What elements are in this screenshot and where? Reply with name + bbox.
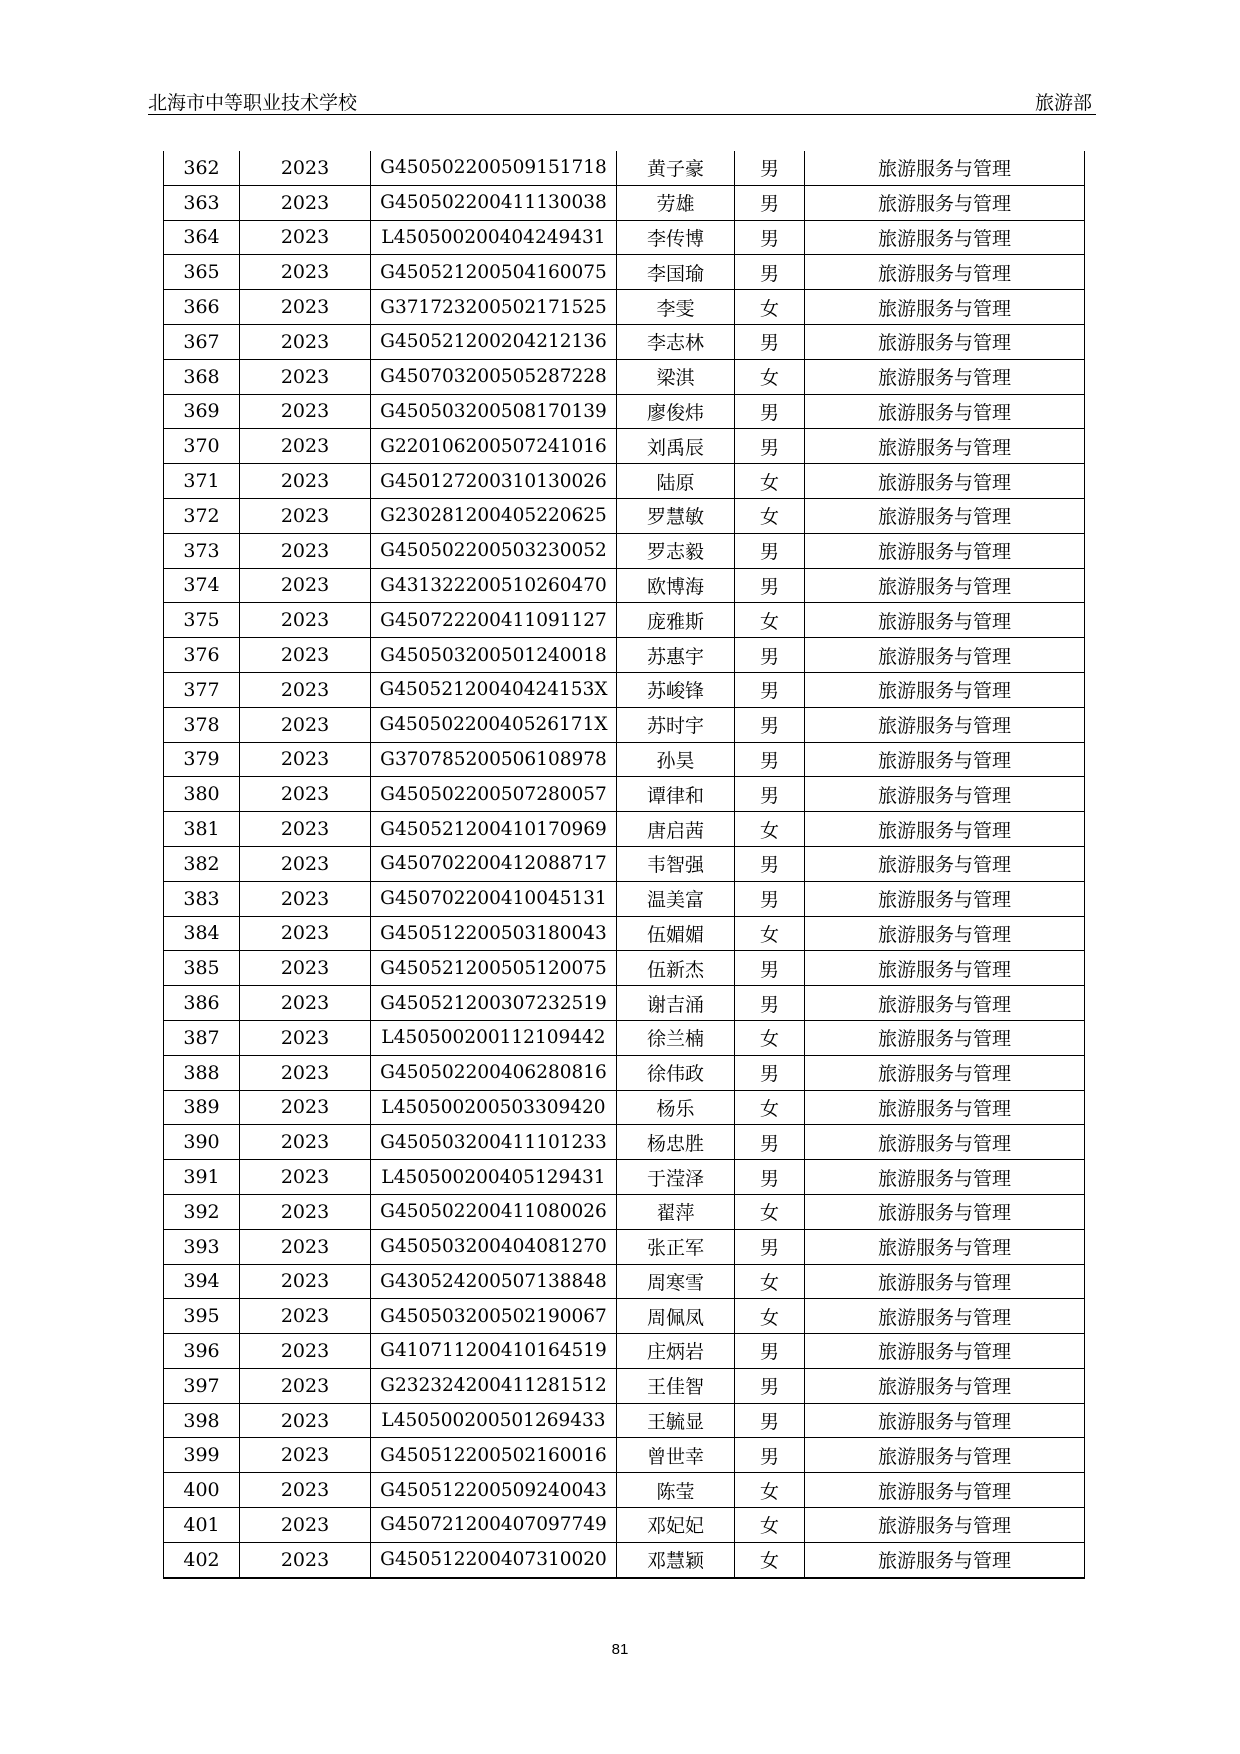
student-id: G232324200411281512 xyxy=(371,1368,617,1403)
enrollment-year: 2023 xyxy=(240,1264,371,1299)
table-row xyxy=(164,151,1085,185)
student-name: 苏峻锋 xyxy=(617,672,735,707)
student-major: 旅游服务与管理 xyxy=(805,1264,1085,1299)
table-row xyxy=(164,986,1085,1021)
student-major: 旅游服务与管理 xyxy=(805,290,1085,325)
student-gender: 男 xyxy=(735,1403,805,1438)
student-id: G230281200405220625 xyxy=(371,498,617,533)
row-number: 375 xyxy=(164,603,240,638)
student-major: 旅游服务与管理 xyxy=(805,1368,1085,1403)
student-id: G450502200503230052 xyxy=(371,533,617,568)
student-major: 旅游服务与管理 xyxy=(805,151,1085,185)
table-row xyxy=(164,1403,1085,1438)
enrollment-year: 2023 xyxy=(240,777,371,812)
student-major: 旅游服务与管理 xyxy=(805,951,1085,986)
student-id: G450521200504160075 xyxy=(371,255,617,290)
student-major: 旅游服务与管理 xyxy=(805,185,1085,220)
student-name: 庄炳岩 xyxy=(617,1334,735,1369)
student-gender: 女 xyxy=(735,290,805,325)
student-name: 欧博海 xyxy=(617,568,735,603)
student-id: G450702200412088717 xyxy=(371,846,617,881)
student-major: 旅游服务与管理 xyxy=(805,1020,1085,1055)
enrollment-year: 2023 xyxy=(240,603,371,638)
student-gender: 女 xyxy=(735,916,805,951)
student-gender: 男 xyxy=(735,707,805,742)
table-row xyxy=(164,1264,1085,1299)
student-name: 徐兰楠 xyxy=(617,1020,735,1055)
student-name: 翟萍 xyxy=(617,1194,735,1229)
table-row xyxy=(164,1299,1085,1334)
student-gender: 女 xyxy=(735,498,805,533)
table-row xyxy=(164,1542,1085,1577)
table-row xyxy=(164,1438,1085,1473)
row-number: 398 xyxy=(164,1403,240,1438)
row-number: 397 xyxy=(164,1368,240,1403)
row-number: 382 xyxy=(164,846,240,881)
table-row xyxy=(164,290,1085,325)
table-row xyxy=(164,812,1085,847)
student-gender: 男 xyxy=(735,568,805,603)
student-id: G450521200204212136 xyxy=(371,324,617,359)
row-number: 372 xyxy=(164,498,240,533)
student-id: G450503200501240018 xyxy=(371,638,617,673)
student-name: 罗慧敏 xyxy=(617,498,735,533)
student-major: 旅游服务与管理 xyxy=(805,394,1085,429)
row-number: 374 xyxy=(164,568,240,603)
table-row xyxy=(164,1194,1085,1229)
table-row xyxy=(164,846,1085,881)
student-major: 旅游服务与管理 xyxy=(805,1473,1085,1508)
student-gender: 男 xyxy=(735,1438,805,1473)
student-major: 旅游服务与管理 xyxy=(805,1299,1085,1334)
student-id: L450500200112109442 xyxy=(371,1020,617,1055)
row-number: 362 xyxy=(164,151,240,185)
student-gender: 男 xyxy=(735,1160,805,1195)
row-number: 391 xyxy=(164,1160,240,1195)
student-major: 旅游服务与管理 xyxy=(805,1194,1085,1229)
student-name: 唐启茜 xyxy=(617,812,735,847)
student-gender: 男 xyxy=(735,881,805,916)
student-name: 罗志毅 xyxy=(617,533,735,568)
table-row xyxy=(164,1229,1085,1264)
enrollment-year: 2023 xyxy=(240,672,371,707)
student-name: 苏时宇 xyxy=(617,707,735,742)
student-id: G450502200507280057 xyxy=(371,777,617,812)
row-number: 401 xyxy=(164,1508,240,1543)
row-number: 387 xyxy=(164,1020,240,1055)
student-id: G450503200404081270 xyxy=(371,1229,617,1264)
student-gender: 女 xyxy=(735,1299,805,1334)
enrollment-year: 2023 xyxy=(240,1438,371,1473)
row-number: 396 xyxy=(164,1334,240,1369)
enrollment-year: 2023 xyxy=(240,1368,371,1403)
student-major: 旅游服务与管理 xyxy=(805,1090,1085,1125)
student-id: G450721200407097749 xyxy=(371,1508,617,1543)
student-id: G450502200509151718 xyxy=(371,151,617,185)
enrollment-year: 2023 xyxy=(240,1090,371,1125)
student-gender: 女 xyxy=(735,1542,805,1577)
table-row xyxy=(164,672,1085,707)
student-gender: 男 xyxy=(735,742,805,777)
student-id: G450702200410045131 xyxy=(371,881,617,916)
student-gender: 男 xyxy=(735,255,805,290)
student-id: L450500200405129431 xyxy=(371,1160,617,1195)
student-name: 孙昊 xyxy=(617,742,735,777)
student-gender: 女 xyxy=(735,812,805,847)
row-number: 385 xyxy=(164,951,240,986)
table-row xyxy=(164,1473,1085,1508)
student-gender: 女 xyxy=(735,359,805,394)
student-gender: 女 xyxy=(735,1508,805,1543)
student-name: 伍新杰 xyxy=(617,951,735,986)
student-name: 王佳智 xyxy=(617,1368,735,1403)
student-major: 旅游服务与管理 xyxy=(805,777,1085,812)
row-number: 380 xyxy=(164,777,240,812)
student-gender: 女 xyxy=(735,1194,805,1229)
student-id: G450512200509240043 xyxy=(371,1473,617,1508)
table-row xyxy=(164,916,1085,951)
row-number: 366 xyxy=(164,290,240,325)
table-row xyxy=(164,638,1085,673)
row-number: 371 xyxy=(164,464,240,499)
enrollment-year: 2023 xyxy=(240,359,371,394)
enrollment-year: 2023 xyxy=(240,1020,371,1055)
row-number: 384 xyxy=(164,916,240,951)
enrollment-year: 2023 xyxy=(240,1334,371,1369)
enrollment-year: 2023 xyxy=(240,498,371,533)
student-major: 旅游服务与管理 xyxy=(805,568,1085,603)
row-number: 373 xyxy=(164,533,240,568)
table-row xyxy=(164,1020,1085,1055)
student-name: 邓慧颖 xyxy=(617,1542,735,1577)
student-name: 周寒雪 xyxy=(617,1264,735,1299)
roster-body xyxy=(164,151,1085,1578)
student-id: G431322200510260470 xyxy=(371,568,617,603)
table-row xyxy=(164,1125,1085,1160)
student-gender: 女 xyxy=(735,1473,805,1508)
student-major: 旅游服务与管理 xyxy=(805,1125,1085,1160)
table-row xyxy=(164,603,1085,638)
student-id: G410711200410164519 xyxy=(371,1334,617,1369)
table-row xyxy=(164,1055,1085,1090)
student-name: 梁淇 xyxy=(617,359,735,394)
student-major: 旅游服务与管理 xyxy=(805,220,1085,255)
student-gender: 男 xyxy=(735,429,805,464)
table-row xyxy=(164,1334,1085,1369)
student-major: 旅游服务与管理 xyxy=(805,1334,1085,1369)
header-divider xyxy=(148,114,1096,115)
student-name: 谭律和 xyxy=(617,777,735,812)
enrollment-year: 2023 xyxy=(240,429,371,464)
table-row xyxy=(164,777,1085,812)
row-number: 389 xyxy=(164,1090,240,1125)
student-major: 旅游服务与管理 xyxy=(805,324,1085,359)
student-name: 徐伟政 xyxy=(617,1055,735,1090)
enrollment-year: 2023 xyxy=(240,464,371,499)
student-name: 李雯 xyxy=(617,290,735,325)
student-name: 陆原 xyxy=(617,464,735,499)
student-name: 曾世幸 xyxy=(617,1438,735,1473)
student-id: G370785200506108978 xyxy=(371,742,617,777)
student-name: 苏惠宇 xyxy=(617,638,735,673)
enrollment-year: 2023 xyxy=(240,533,371,568)
table-row xyxy=(164,185,1085,220)
enrollment-year: 2023 xyxy=(240,846,371,881)
student-major: 旅游服务与管理 xyxy=(805,1542,1085,1577)
student-id: G450502200411130038 xyxy=(371,185,617,220)
table-row xyxy=(164,568,1085,603)
student-gender: 女 xyxy=(735,1020,805,1055)
student-name: 邓妃妃 xyxy=(617,1508,735,1543)
enrollment-year: 2023 xyxy=(240,185,371,220)
student-major: 旅游服务与管理 xyxy=(805,638,1085,673)
student-major: 旅游服务与管理 xyxy=(805,603,1085,638)
enrollment-year: 2023 xyxy=(240,742,371,777)
row-number: 386 xyxy=(164,986,240,1021)
enrollment-year: 2023 xyxy=(240,1542,371,1577)
row-number: 378 xyxy=(164,707,240,742)
student-gender: 男 xyxy=(735,986,805,1021)
table-row xyxy=(164,742,1085,777)
row-number: 383 xyxy=(164,881,240,916)
student-name: 韦智强 xyxy=(617,846,735,881)
enrollment-year: 2023 xyxy=(240,1125,371,1160)
student-gender: 女 xyxy=(735,603,805,638)
student-gender: 男 xyxy=(735,1055,805,1090)
table-row xyxy=(164,1160,1085,1195)
enrollment-year: 2023 xyxy=(240,1160,371,1195)
student-gender: 女 xyxy=(735,464,805,499)
student-name: 杨乐 xyxy=(617,1090,735,1125)
student-name: 李国瑜 xyxy=(617,255,735,290)
student-major: 旅游服务与管理 xyxy=(805,986,1085,1021)
student-major: 旅游服务与管理 xyxy=(805,1508,1085,1543)
row-number: 368 xyxy=(164,359,240,394)
enrollment-year: 2023 xyxy=(240,324,371,359)
enrollment-year: 2023 xyxy=(240,707,371,742)
student-name: 谢吉涌 xyxy=(617,986,735,1021)
table-row xyxy=(164,255,1085,290)
enrollment-year: 2023 xyxy=(240,1403,371,1438)
student-id: G450503200411101233 xyxy=(371,1125,617,1160)
enrollment-year: 2023 xyxy=(240,1508,371,1543)
table-row xyxy=(164,1508,1085,1543)
table-row xyxy=(164,533,1085,568)
student-name: 张正军 xyxy=(617,1229,735,1264)
student-gender: 女 xyxy=(735,1264,805,1299)
table-row xyxy=(164,951,1085,986)
student-id: G450503200508170139 xyxy=(371,394,617,429)
student-gender: 男 xyxy=(735,638,805,673)
student-id: L450500200404249431 xyxy=(371,220,617,255)
enrollment-year: 2023 xyxy=(240,881,371,916)
row-number: 400 xyxy=(164,1473,240,1508)
student-gender: 男 xyxy=(735,1229,805,1264)
department-name: 旅游部 xyxy=(1034,92,1092,114)
row-number: 393 xyxy=(164,1229,240,1264)
student-major: 旅游服务与管理 xyxy=(805,707,1085,742)
student-roster-table xyxy=(163,151,1085,1579)
student-major: 旅游服务与管理 xyxy=(805,1438,1085,1473)
student-id: G450502200411080026 xyxy=(371,1194,617,1229)
row-number: 376 xyxy=(164,638,240,673)
student-major: 旅游服务与管理 xyxy=(805,533,1085,568)
student-name: 庞雅斯 xyxy=(617,603,735,638)
student-id: G450703200505287228 xyxy=(371,359,617,394)
student-id: G450127200310130026 xyxy=(371,464,617,499)
student-id: G220106200507241016 xyxy=(371,429,617,464)
student-gender: 男 xyxy=(735,777,805,812)
student-name: 李传博 xyxy=(617,220,735,255)
student-name: 王毓显 xyxy=(617,1403,735,1438)
student-id: G450512200407310020 xyxy=(371,1542,617,1577)
table-row xyxy=(164,324,1085,359)
table-row xyxy=(164,1090,1085,1125)
student-gender: 男 xyxy=(735,1368,805,1403)
enrollment-year: 2023 xyxy=(240,1229,371,1264)
enrollment-year: 2023 xyxy=(240,951,371,986)
student-major: 旅游服务与管理 xyxy=(805,1160,1085,1195)
school-name: 北海市中等职业技术学校 xyxy=(148,92,358,114)
student-gender: 男 xyxy=(735,1334,805,1369)
student-id: G430524200507138848 xyxy=(371,1264,617,1299)
enrollment-year: 2023 xyxy=(240,151,371,185)
row-number: 394 xyxy=(164,1264,240,1299)
student-major: 旅游服务与管理 xyxy=(805,359,1085,394)
row-number: 365 xyxy=(164,255,240,290)
row-number: 377 xyxy=(164,672,240,707)
student-major: 旅游服务与管理 xyxy=(805,742,1085,777)
student-id: G450512200503180043 xyxy=(371,916,617,951)
row-number: 381 xyxy=(164,812,240,847)
row-number: 399 xyxy=(164,1438,240,1473)
student-gender: 男 xyxy=(735,220,805,255)
row-number: 402 xyxy=(164,1542,240,1577)
student-name: 周佩凤 xyxy=(617,1299,735,1334)
student-gender: 男 xyxy=(735,533,805,568)
enrollment-year: 2023 xyxy=(240,1194,371,1229)
student-name: 杨忠胜 xyxy=(617,1125,735,1160)
student-gender: 男 xyxy=(735,185,805,220)
enrollment-year: 2023 xyxy=(240,1473,371,1508)
student-id: G45050220040526171X xyxy=(371,707,617,742)
student-name: 温美富 xyxy=(617,881,735,916)
student-gender: 女 xyxy=(735,1090,805,1125)
row-number: 367 xyxy=(164,324,240,359)
enrollment-year: 2023 xyxy=(240,986,371,1021)
student-major: 旅游服务与管理 xyxy=(805,255,1085,290)
student-id: G371723200502171525 xyxy=(371,290,617,325)
student-major: 旅游服务与管理 xyxy=(805,1229,1085,1264)
student-major: 旅游服务与管理 xyxy=(805,916,1085,951)
student-gender: 男 xyxy=(735,1125,805,1160)
enrollment-year: 2023 xyxy=(240,394,371,429)
student-name: 陈莹 xyxy=(617,1473,735,1508)
student-gender: 男 xyxy=(735,951,805,986)
enrollment-year: 2023 xyxy=(240,255,371,290)
table-row xyxy=(164,429,1085,464)
student-id: G450521200505120075 xyxy=(371,951,617,986)
table-row xyxy=(164,394,1085,429)
enrollment-year: 2023 xyxy=(240,1299,371,1334)
student-major: 旅游服务与管理 xyxy=(805,429,1085,464)
student-id: G450503200502190067 xyxy=(371,1299,617,1334)
student-id: L450500200503309420 xyxy=(371,1090,617,1125)
enrollment-year: 2023 xyxy=(240,1055,371,1090)
student-id: G450512200502160016 xyxy=(371,1438,617,1473)
student-id: G450502200406280816 xyxy=(371,1055,617,1090)
enrollment-year: 2023 xyxy=(240,638,371,673)
enrollment-year: 2023 xyxy=(240,916,371,951)
row-number: 395 xyxy=(164,1299,240,1334)
page-number: 81 xyxy=(611,1641,629,1658)
student-gender: 男 xyxy=(735,324,805,359)
row-number: 388 xyxy=(164,1055,240,1090)
table-row xyxy=(164,464,1085,499)
row-number: 370 xyxy=(164,429,240,464)
student-major: 旅游服务与管理 xyxy=(805,881,1085,916)
student-major: 旅游服务与管理 xyxy=(805,498,1085,533)
student-major: 旅游服务与管理 xyxy=(805,1055,1085,1090)
table-row xyxy=(164,881,1085,916)
student-name: 伍媚媚 xyxy=(617,916,735,951)
row-number: 390 xyxy=(164,1125,240,1160)
student-gender: 男 xyxy=(735,672,805,707)
student-name: 刘禹辰 xyxy=(617,429,735,464)
student-name: 于滢泽 xyxy=(617,1160,735,1195)
student-major: 旅游服务与管理 xyxy=(805,464,1085,499)
student-gender: 男 xyxy=(735,846,805,881)
row-number: 392 xyxy=(164,1194,240,1229)
student-name: 黄子豪 xyxy=(617,151,735,185)
student-name: 劳雄 xyxy=(617,185,735,220)
enrollment-year: 2023 xyxy=(240,568,371,603)
table-row xyxy=(164,359,1085,394)
student-major: 旅游服务与管理 xyxy=(805,672,1085,707)
table-row xyxy=(164,1368,1085,1403)
student-gender: 男 xyxy=(735,151,805,185)
table-row xyxy=(164,220,1085,255)
enrollment-year: 2023 xyxy=(240,290,371,325)
student-major: 旅游服务与管理 xyxy=(805,846,1085,881)
student-id: G450521200410170969 xyxy=(371,812,617,847)
enrollment-year: 2023 xyxy=(240,812,371,847)
student-id: G450521200307232519 xyxy=(371,986,617,1021)
table-row xyxy=(164,707,1085,742)
row-number: 369 xyxy=(164,394,240,429)
student-major: 旅游服务与管理 xyxy=(805,1403,1085,1438)
student-name: 廖俊炜 xyxy=(617,394,735,429)
student-id: G45052120040424153X xyxy=(371,672,617,707)
enrollment-year: 2023 xyxy=(240,220,371,255)
student-major: 旅游服务与管理 xyxy=(805,812,1085,847)
student-id: L450500200501269433 xyxy=(371,1403,617,1438)
student-gender: 男 xyxy=(735,394,805,429)
row-number: 379 xyxy=(164,742,240,777)
table-row xyxy=(164,498,1085,533)
student-name: 李志林 xyxy=(617,324,735,359)
row-number: 363 xyxy=(164,185,240,220)
student-id: G450722200411091127 xyxy=(371,603,617,638)
row-number: 364 xyxy=(164,220,240,255)
